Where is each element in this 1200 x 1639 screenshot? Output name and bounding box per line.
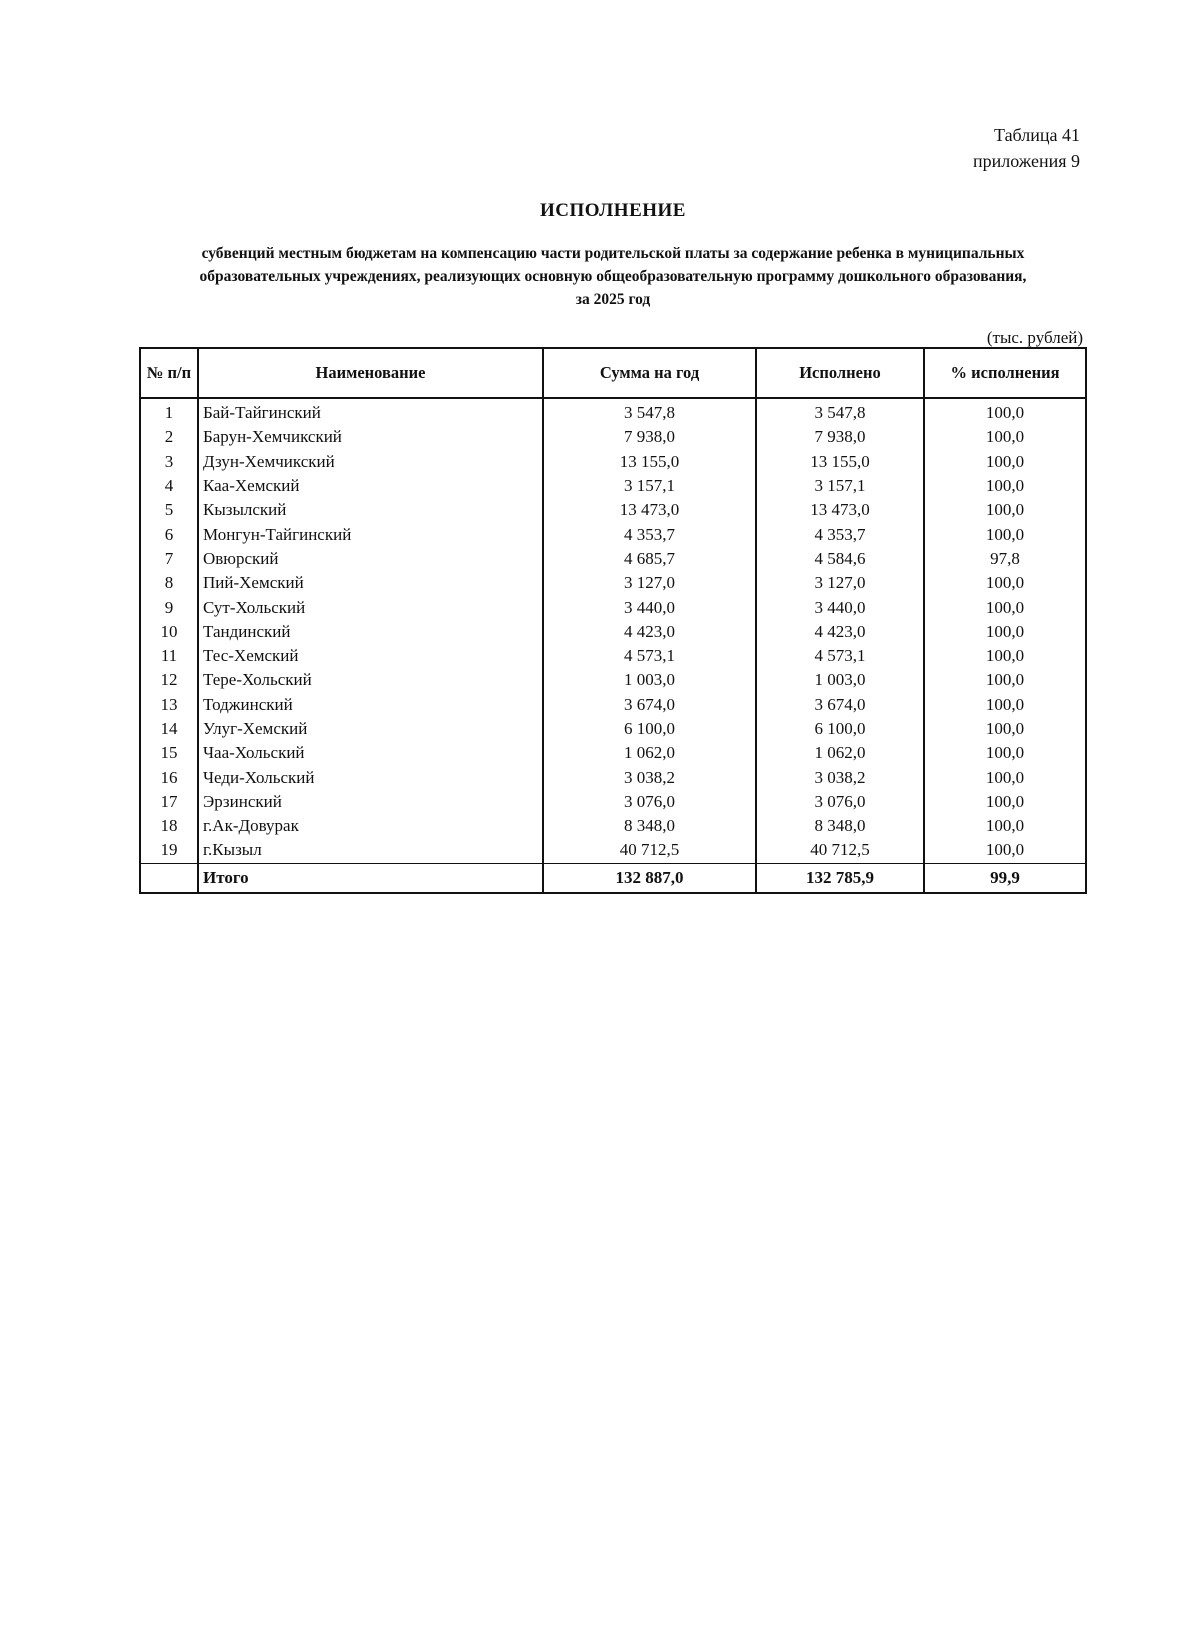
- table-body: [140, 398, 1086, 893]
- row-annual-sum-cell: 8 348,0: [543, 814, 756, 838]
- column-header-number: № п/п: [140, 348, 198, 398]
- row-annual-sum-cell: 3 674,0: [543, 693, 756, 717]
- row-number-cell: 1: [140, 398, 198, 425]
- row-annual-sum-cell: 4 353,7: [543, 522, 756, 546]
- total-annual-sum-cell: 132 887,0: [543, 863, 756, 893]
- document-subtitle: [140, 242, 1086, 311]
- row-name-cell: Кызылский: [198, 498, 543, 522]
- row-executed-cell: 1 062,0: [756, 741, 924, 765]
- row-executed-cell: 13 155,0: [756, 450, 924, 474]
- row-number-cell: 4: [140, 474, 198, 498]
- row-number-cell: 12: [140, 668, 198, 692]
- row-percent-cell: 100,0: [924, 717, 1086, 741]
- row-executed-cell: 8 348,0: [756, 814, 924, 838]
- row-number-cell: 16: [140, 765, 198, 789]
- row-executed-cell: 7 938,0: [756, 425, 924, 449]
- row-executed-cell: 4 573,1: [756, 644, 924, 668]
- table-row: [140, 474, 1086, 498]
- table-row: [140, 717, 1086, 741]
- row-number-cell: 14: [140, 717, 198, 741]
- row-number-cell: 19: [140, 838, 198, 863]
- table-row: [140, 765, 1086, 789]
- row-percent-cell: 100,0: [924, 571, 1086, 595]
- row-annual-sum-cell: 3 547,8: [543, 398, 756, 425]
- appendix-label: приложения 9: [972, 151, 1080, 171]
- row-annual-sum-cell: 3 157,1: [543, 474, 756, 498]
- row-annual-sum-cell: 40 712,5: [543, 838, 756, 863]
- row-executed-cell: 4 423,0: [756, 620, 924, 644]
- row-executed-cell: 4 353,7: [756, 522, 924, 546]
- total-number-cell: [140, 863, 198, 893]
- table-header-row: [140, 348, 1086, 398]
- row-executed-cell: 13 473,0: [756, 498, 924, 522]
- table-row: [140, 693, 1086, 717]
- row-number-cell: 5: [140, 498, 198, 522]
- row-percent-cell: 100,0: [924, 398, 1086, 425]
- column-header-name: Наименование: [198, 348, 543, 398]
- row-annual-sum-cell: 1 062,0: [543, 741, 756, 765]
- table-row: [140, 547, 1086, 571]
- row-number-cell: 9: [140, 595, 198, 619]
- row-percent-cell: 100,0: [924, 790, 1086, 814]
- subtitle-line-3: за 2025 год: [575, 291, 651, 308]
- row-annual-sum-cell: 3 038,2: [543, 765, 756, 789]
- row-number-cell: 2: [140, 425, 198, 449]
- row-percent-cell: 100,0: [924, 620, 1086, 644]
- row-percent-cell: 97,8: [924, 547, 1086, 571]
- row-name-cell: Тоджинский: [198, 693, 543, 717]
- table-row: [140, 595, 1086, 619]
- row-name-cell: Тандинский: [198, 620, 543, 644]
- column-header-execution-percent: % исполнения: [924, 348, 1086, 398]
- row-percent-cell: 100,0: [924, 814, 1086, 838]
- row-annual-sum-cell: 4 423,0: [543, 620, 756, 644]
- column-header-annual-sum: Сумма на год: [543, 348, 756, 398]
- row-percent-cell: 100,0: [924, 450, 1086, 474]
- row-percent-cell: 100,0: [924, 474, 1086, 498]
- row-annual-sum-cell: 13 473,0: [543, 498, 756, 522]
- row-name-cell: Чеди-Хольский: [198, 765, 543, 789]
- row-name-cell: Тес-Хемский: [198, 644, 543, 668]
- row-name-cell: Пий-Хемский: [198, 571, 543, 595]
- row-annual-sum-cell: 3 127,0: [543, 571, 756, 595]
- row-name-cell: Тере-Хольский: [198, 668, 543, 692]
- row-number-cell: 6: [140, 522, 198, 546]
- row-number-cell: 10: [140, 620, 198, 644]
- row-annual-sum-cell: 4 573,1: [543, 644, 756, 668]
- row-executed-cell: 3 674,0: [756, 693, 924, 717]
- table-row: [140, 398, 1086, 425]
- row-annual-sum-cell: 3 076,0: [543, 790, 756, 814]
- row-annual-sum-cell: 13 155,0: [543, 450, 756, 474]
- row-annual-sum-cell: 6 100,0: [543, 717, 756, 741]
- row-percent-cell: 100,0: [924, 741, 1086, 765]
- row-name-cell: г.Ак-Довурак: [198, 814, 543, 838]
- document-title: ИСПОЛНЕНИЕ: [540, 200, 686, 221]
- row-percent-cell: 100,0: [924, 693, 1086, 717]
- row-executed-cell: 3 038,2: [756, 765, 924, 789]
- row-name-cell: Улуг-Хемский: [198, 717, 543, 741]
- row-percent-cell: 100,0: [924, 595, 1086, 619]
- row-name-cell: Каа-Хемский: [198, 474, 543, 498]
- row-percent-cell: 100,0: [924, 498, 1086, 522]
- row-number-cell: 3: [140, 450, 198, 474]
- execution-table: [139, 347, 1087, 894]
- total-row: [140, 863, 1086, 893]
- row-executed-cell: 3 440,0: [756, 595, 924, 619]
- table-number-label: Таблица 41: [994, 125, 1080, 145]
- row-number-cell: 17: [140, 790, 198, 814]
- row-executed-cell: 3 127,0: [756, 571, 924, 595]
- total-label-cell: Итого: [198, 863, 543, 893]
- row-executed-cell: 3 076,0: [756, 790, 924, 814]
- table-row: [140, 741, 1086, 765]
- subtitle-line-2: образовательных учреждениях, реализующих основную общеобразовательную программу дошкольного образования,: [199, 268, 1027, 285]
- units-label: (тыс. рублей): [986, 328, 1083, 347]
- row-name-cell: Эрзинский: [198, 790, 543, 814]
- row-name-cell: Овюрский: [198, 547, 543, 571]
- row-executed-cell: 3 547,8: [756, 398, 924, 425]
- row-percent-cell: 100,0: [924, 644, 1086, 668]
- row-annual-sum-cell: 7 938,0: [543, 425, 756, 449]
- row-percent-cell: 100,0: [924, 522, 1086, 546]
- subtitle-line-1: субвенций местным бюджетам на компенсацию части родительской платы за содержание ребенка в муниципальных: [201, 245, 1025, 262]
- table-row: [140, 838, 1086, 863]
- row-number-cell: 8: [140, 571, 198, 595]
- table-row: [140, 425, 1086, 449]
- table-row: [140, 668, 1086, 692]
- row-percent-cell: 100,0: [924, 668, 1086, 692]
- row-executed-cell: 4 584,6: [756, 547, 924, 571]
- row-annual-sum-cell: 4 685,7: [543, 547, 756, 571]
- row-name-cell: Барун-Хемчикский: [198, 425, 543, 449]
- row-percent-cell: 100,0: [924, 838, 1086, 863]
- table-row: [140, 620, 1086, 644]
- table-row: [140, 450, 1086, 474]
- column-header-executed: Исполнено: [756, 348, 924, 398]
- row-name-cell: Сут-Хольский: [198, 595, 543, 619]
- table-row: [140, 498, 1086, 522]
- table-reference: [973, 122, 1080, 174]
- row-number-cell: 18: [140, 814, 198, 838]
- row-executed-cell: 3 157,1: [756, 474, 924, 498]
- table-row: [140, 522, 1086, 546]
- row-number-cell: 13: [140, 693, 198, 717]
- row-number-cell: 7: [140, 547, 198, 571]
- row-name-cell: Дзун-Хемчикский: [198, 450, 543, 474]
- row-annual-sum-cell: 3 440,0: [543, 595, 756, 619]
- total-percent-cell: 99,9: [924, 863, 1086, 893]
- row-number-cell: 15: [140, 741, 198, 765]
- row-percent-cell: 100,0: [924, 425, 1086, 449]
- row-executed-cell: 40 712,5: [756, 838, 924, 863]
- table-row: [140, 571, 1086, 595]
- table-row: [140, 814, 1086, 838]
- row-executed-cell: 1 003,0: [756, 668, 924, 692]
- row-annual-sum-cell: 1 003,0: [543, 668, 756, 692]
- row-executed-cell: 6 100,0: [756, 717, 924, 741]
- table-row: [140, 644, 1086, 668]
- total-executed-cell: 132 785,9: [756, 863, 924, 893]
- table-row: [140, 790, 1086, 814]
- row-number-cell: 11: [140, 644, 198, 668]
- row-name-cell: Монгун-Тайгинский: [198, 522, 543, 546]
- row-name-cell: Бай-Тайгинский: [198, 398, 543, 425]
- row-name-cell: г.Кызыл: [198, 838, 543, 863]
- row-percent-cell: 100,0: [924, 765, 1086, 789]
- row-name-cell: Чаа-Хольский: [198, 741, 543, 765]
